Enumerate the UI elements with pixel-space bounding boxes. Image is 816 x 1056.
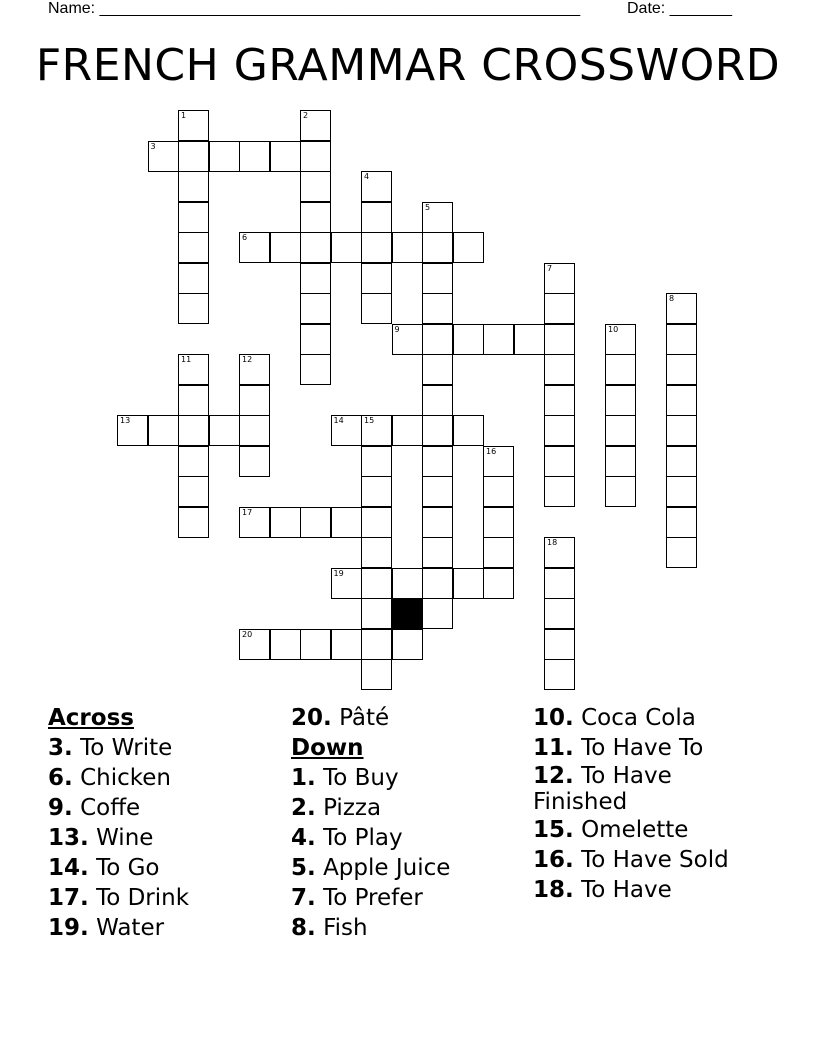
clue-number: 13. bbox=[48, 825, 89, 851]
grid-cell[interactable] bbox=[361, 293, 392, 324]
clue-text: To Have Finished bbox=[533, 763, 672, 815]
cell-number: 18 bbox=[547, 538, 558, 547]
grid-cell[interactable] bbox=[331, 629, 362, 660]
grid-cell[interactable] bbox=[239, 141, 270, 172]
grid-cell[interactable] bbox=[300, 629, 331, 660]
grid-cell[interactable] bbox=[605, 476, 636, 507]
cell-number: 12 bbox=[242, 355, 253, 364]
grid-cell[interactable] bbox=[148, 415, 179, 446]
grid-cell[interactable] bbox=[361, 507, 392, 538]
grid-cell[interactable] bbox=[331, 232, 362, 263]
clue-number: 14. bbox=[48, 855, 89, 881]
grid-cell[interactable] bbox=[300, 141, 331, 172]
grid-cell[interactable] bbox=[361, 476, 392, 507]
grid-cell[interactable] bbox=[178, 507, 209, 538]
page-title: FRENCH GRAMMAR CROSSWORD bbox=[35, 40, 781, 91]
clue-number: 2. bbox=[291, 795, 316, 821]
grid-cell[interactable] bbox=[392, 415, 423, 446]
clue-text: To Drink bbox=[96, 885, 190, 911]
grid-cell[interactable] bbox=[361, 659, 392, 690]
across-heading: Across bbox=[48, 705, 134, 731]
grid-cell[interactable] bbox=[544, 568, 575, 599]
grid-cell[interactable] bbox=[331, 415, 362, 446]
grid-cell[interactable] bbox=[178, 385, 209, 416]
clue-text: Coca Cola bbox=[581, 705, 696, 731]
grid-cell[interactable] bbox=[361, 629, 392, 660]
clue-number: 9. bbox=[48, 795, 73, 821]
grid-cell[interactable] bbox=[544, 263, 575, 294]
grid-cell[interactable] bbox=[422, 232, 453, 263]
grid-cell[interactable] bbox=[117, 415, 148, 446]
grid-cell[interactable] bbox=[453, 415, 484, 446]
down-clue bbox=[291, 913, 541, 943]
grid-cell[interactable] bbox=[422, 568, 453, 599]
clue-column-2 bbox=[291, 703, 541, 943]
clue-column-3 bbox=[533, 703, 773, 905]
grid-cell[interactable] bbox=[483, 568, 514, 599]
grid-cell[interactable] bbox=[361, 202, 392, 233]
grid-cell[interactable] bbox=[422, 293, 453, 324]
cell-number: 7 bbox=[547, 263, 553, 273]
clue-text: Pizza bbox=[323, 795, 382, 821]
grid-cell[interactable] bbox=[666, 537, 697, 568]
grid-cell[interactable] bbox=[422, 598, 453, 629]
grid-cell[interactable] bbox=[300, 324, 331, 355]
clue-number: 15. bbox=[533, 817, 574, 843]
down-clue bbox=[533, 733, 773, 763]
clue-number: 18. bbox=[533, 877, 574, 903]
cell-number: 15 bbox=[364, 416, 375, 425]
grid-cell[interactable] bbox=[300, 293, 331, 324]
grid-cell[interactable] bbox=[148, 141, 179, 172]
grid-cell[interactable] bbox=[544, 354, 575, 385]
cell-number: 10 bbox=[608, 324, 619, 334]
grid-cell[interactable] bbox=[270, 232, 301, 263]
clue-text: Omelette bbox=[581, 817, 689, 843]
grid-cell[interactable] bbox=[605, 446, 636, 477]
grid-cell[interactable] bbox=[361, 415, 392, 446]
grid-cell-black bbox=[392, 598, 423, 629]
across-clue bbox=[48, 763, 298, 793]
grid-cell[interactable] bbox=[270, 629, 301, 660]
grid-cell[interactable] bbox=[178, 202, 209, 233]
grid-cell[interactable] bbox=[483, 446, 514, 477]
clue-number: 19. bbox=[48, 915, 89, 941]
grid-cell[interactable] bbox=[483, 476, 514, 507]
grid-cell[interactable] bbox=[331, 568, 362, 599]
down-clue bbox=[291, 853, 541, 883]
grid-cell[interactable] bbox=[178, 110, 209, 141]
grid-cell[interactable] bbox=[422, 415, 453, 446]
grid-cell[interactable] bbox=[178, 232, 209, 263]
grid-cell[interactable] bbox=[239, 415, 270, 446]
down-clue bbox=[533, 875, 773, 905]
grid-cell[interactable] bbox=[666, 507, 697, 538]
clue-text: To Have Sold bbox=[581, 847, 729, 873]
grid-cell[interactable] bbox=[666, 354, 697, 385]
grid-cell[interactable] bbox=[300, 232, 331, 263]
grid-cell[interactable] bbox=[392, 568, 423, 599]
grid-cell[interactable] bbox=[605, 354, 636, 385]
grid-cell[interactable] bbox=[544, 659, 575, 690]
clue-number: 10. bbox=[533, 705, 574, 731]
cell-number: 13 bbox=[120, 416, 131, 425]
clue-number: 8. bbox=[291, 915, 316, 941]
clue-text: To Write bbox=[80, 735, 173, 761]
down-clue bbox=[291, 763, 541, 793]
grid-cell[interactable] bbox=[209, 415, 240, 446]
grid-cell[interactable] bbox=[239, 385, 270, 416]
clue-text: Wine bbox=[96, 825, 154, 851]
grid-cell[interactable] bbox=[422, 324, 453, 355]
grid-cell[interactable] bbox=[178, 263, 209, 294]
grid-cell[interactable] bbox=[209, 141, 240, 172]
grid-cell[interactable] bbox=[666, 446, 697, 477]
grid-cell[interactable] bbox=[361, 446, 392, 477]
across-clue bbox=[291, 703, 541, 733]
grid-cell[interactable] bbox=[361, 598, 392, 629]
cell-number: 4 bbox=[364, 172, 370, 181]
down-clue bbox=[533, 845, 773, 875]
grid-cell[interactable] bbox=[392, 324, 423, 355]
grid-cell[interactable] bbox=[178, 141, 209, 172]
clue-number: 11. bbox=[533, 735, 574, 761]
grid-cell[interactable] bbox=[544, 293, 575, 324]
grid-cell[interactable] bbox=[544, 476, 575, 507]
grid-cell[interactable] bbox=[270, 507, 301, 538]
grid-cell[interactable] bbox=[453, 232, 484, 263]
clue-number: 12. bbox=[533, 763, 574, 789]
across-clue bbox=[48, 733, 298, 763]
clue-text: To Have bbox=[581, 877, 672, 903]
cell-number: 19 bbox=[333, 568, 344, 578]
grid-cell[interactable] bbox=[239, 232, 270, 263]
grid-cell[interactable] bbox=[270, 141, 301, 172]
down-clue bbox=[291, 823, 541, 853]
cell-number: 1 bbox=[181, 111, 187, 120]
cell-number: 9 bbox=[394, 324, 400, 334]
across-clue bbox=[48, 883, 298, 913]
grid-cell[interactable] bbox=[422, 476, 453, 507]
cell-number: 5 bbox=[425, 202, 431, 212]
down-clue bbox=[533, 703, 773, 733]
grid-cell[interactable] bbox=[178, 446, 209, 477]
clue-text: Pâté bbox=[339, 705, 390, 731]
grid-cell[interactable] bbox=[422, 354, 453, 385]
grid-cell[interactable] bbox=[453, 324, 484, 355]
grid-cell[interactable] bbox=[361, 568, 392, 599]
clue-text: To Prefer bbox=[323, 885, 423, 911]
grid-cell[interactable] bbox=[422, 507, 453, 538]
grid-cell[interactable] bbox=[453, 568, 484, 599]
down-clue bbox=[291, 793, 541, 823]
cell-number: 17 bbox=[242, 507, 253, 517]
grid-cell[interactable] bbox=[422, 263, 453, 294]
cell-number: 14 bbox=[333, 416, 344, 425]
across-clue bbox=[48, 913, 298, 943]
cell-number: 16 bbox=[486, 446, 497, 456]
clue-text: Chicken bbox=[80, 765, 171, 791]
grid-cell[interactable] bbox=[544, 324, 575, 355]
grid-cell[interactable] bbox=[361, 232, 392, 263]
across-clue bbox=[48, 793, 298, 823]
across-clue bbox=[48, 823, 298, 853]
grid-cell[interactable] bbox=[544, 629, 575, 660]
grid-cell[interactable] bbox=[300, 507, 331, 538]
clue-number: 1. bbox=[291, 765, 316, 791]
grid-cell[interactable] bbox=[605, 415, 636, 446]
clue-text: To Buy bbox=[323, 765, 399, 791]
clue-text: To Play bbox=[323, 825, 403, 851]
down-clue bbox=[533, 815, 773, 845]
grid-cell[interactable] bbox=[422, 385, 453, 416]
grid-cell[interactable] bbox=[331, 507, 362, 538]
grid-cell[interactable] bbox=[483, 507, 514, 538]
grid-cell[interactable] bbox=[544, 446, 575, 477]
grid-cell[interactable] bbox=[361, 171, 392, 202]
down-clue bbox=[291, 883, 541, 913]
grid-cell[interactable] bbox=[514, 324, 545, 355]
grid-cell[interactable] bbox=[300, 171, 331, 202]
grid-cell[interactable] bbox=[300, 354, 331, 385]
grid-cell[interactable] bbox=[422, 537, 453, 568]
cell-number: 11 bbox=[181, 355, 192, 364]
grid-cell[interactable] bbox=[178, 415, 209, 446]
clue-number: 5. bbox=[291, 855, 316, 881]
grid-cell[interactable] bbox=[392, 629, 423, 660]
clue-text: Apple Juice bbox=[323, 855, 451, 881]
grid-cell[interactable] bbox=[361, 537, 392, 568]
grid-cell[interactable] bbox=[544, 537, 575, 568]
grid-cell[interactable] bbox=[483, 324, 514, 355]
cell-number: 20 bbox=[242, 629, 253, 639]
clue-text: Fish bbox=[323, 915, 368, 941]
grid-cell[interactable] bbox=[605, 385, 636, 416]
grid-cell[interactable] bbox=[666, 324, 697, 355]
clue-column-1 bbox=[48, 703, 298, 943]
grid-cell[interactable] bbox=[422, 446, 453, 477]
grid-cell[interactable] bbox=[300, 110, 331, 141]
clue-text: Water bbox=[96, 915, 165, 941]
clue-text: To Have To bbox=[581, 735, 704, 761]
grid-cell[interactable] bbox=[605, 324, 636, 355]
name-field-line: Name: ______________________________________________________ bbox=[48, 0, 581, 17]
grid-cell[interactable] bbox=[483, 537, 514, 568]
cell-number: 8 bbox=[669, 294, 675, 303]
clue-number: 20. bbox=[291, 705, 332, 731]
grid-cell[interactable] bbox=[239, 629, 270, 660]
clue-number: 4. bbox=[291, 825, 316, 851]
grid-cell[interactable] bbox=[178, 476, 209, 507]
cell-number: 2 bbox=[303, 111, 309, 120]
down-heading: Down bbox=[291, 735, 364, 761]
cell-number: 3 bbox=[150, 141, 156, 151]
across-clue bbox=[48, 853, 298, 883]
clue-number: 3. bbox=[48, 735, 73, 761]
grid-cell[interactable] bbox=[178, 293, 209, 324]
grid-cell[interactable] bbox=[544, 415, 575, 446]
clue-number: 16. bbox=[533, 847, 574, 873]
grid-cell[interactable] bbox=[300, 263, 331, 294]
grid-cell[interactable] bbox=[361, 263, 392, 294]
grid-cell[interactable] bbox=[300, 202, 331, 233]
grid-cell[interactable] bbox=[239, 354, 270, 385]
cell-number: 6 bbox=[242, 233, 248, 242]
grid-cell[interactable] bbox=[666, 293, 697, 324]
grid-cell[interactable] bbox=[666, 415, 697, 446]
grid-cell[interactable] bbox=[544, 385, 575, 416]
grid-cell[interactable] bbox=[422, 202, 453, 233]
clue-number: 7. bbox=[291, 885, 316, 911]
grid-cell[interactable] bbox=[392, 232, 423, 263]
grid-cell[interactable] bbox=[666, 476, 697, 507]
clue-number: 6. bbox=[48, 765, 73, 791]
clue-number: 17. bbox=[48, 885, 89, 911]
grid-cell[interactable] bbox=[178, 354, 209, 385]
down-clue bbox=[533, 763, 733, 815]
grid-cell[interactable] bbox=[239, 446, 270, 477]
grid-cell[interactable] bbox=[239, 507, 270, 538]
grid-cell[interactable] bbox=[178, 171, 209, 202]
clue-text: To Go bbox=[96, 855, 160, 881]
date-field-line: Date: _______ bbox=[627, 0, 732, 17]
grid-cell[interactable] bbox=[544, 598, 575, 629]
grid-cell[interactable] bbox=[666, 385, 697, 416]
clue-text: Coffe bbox=[80, 795, 141, 821]
